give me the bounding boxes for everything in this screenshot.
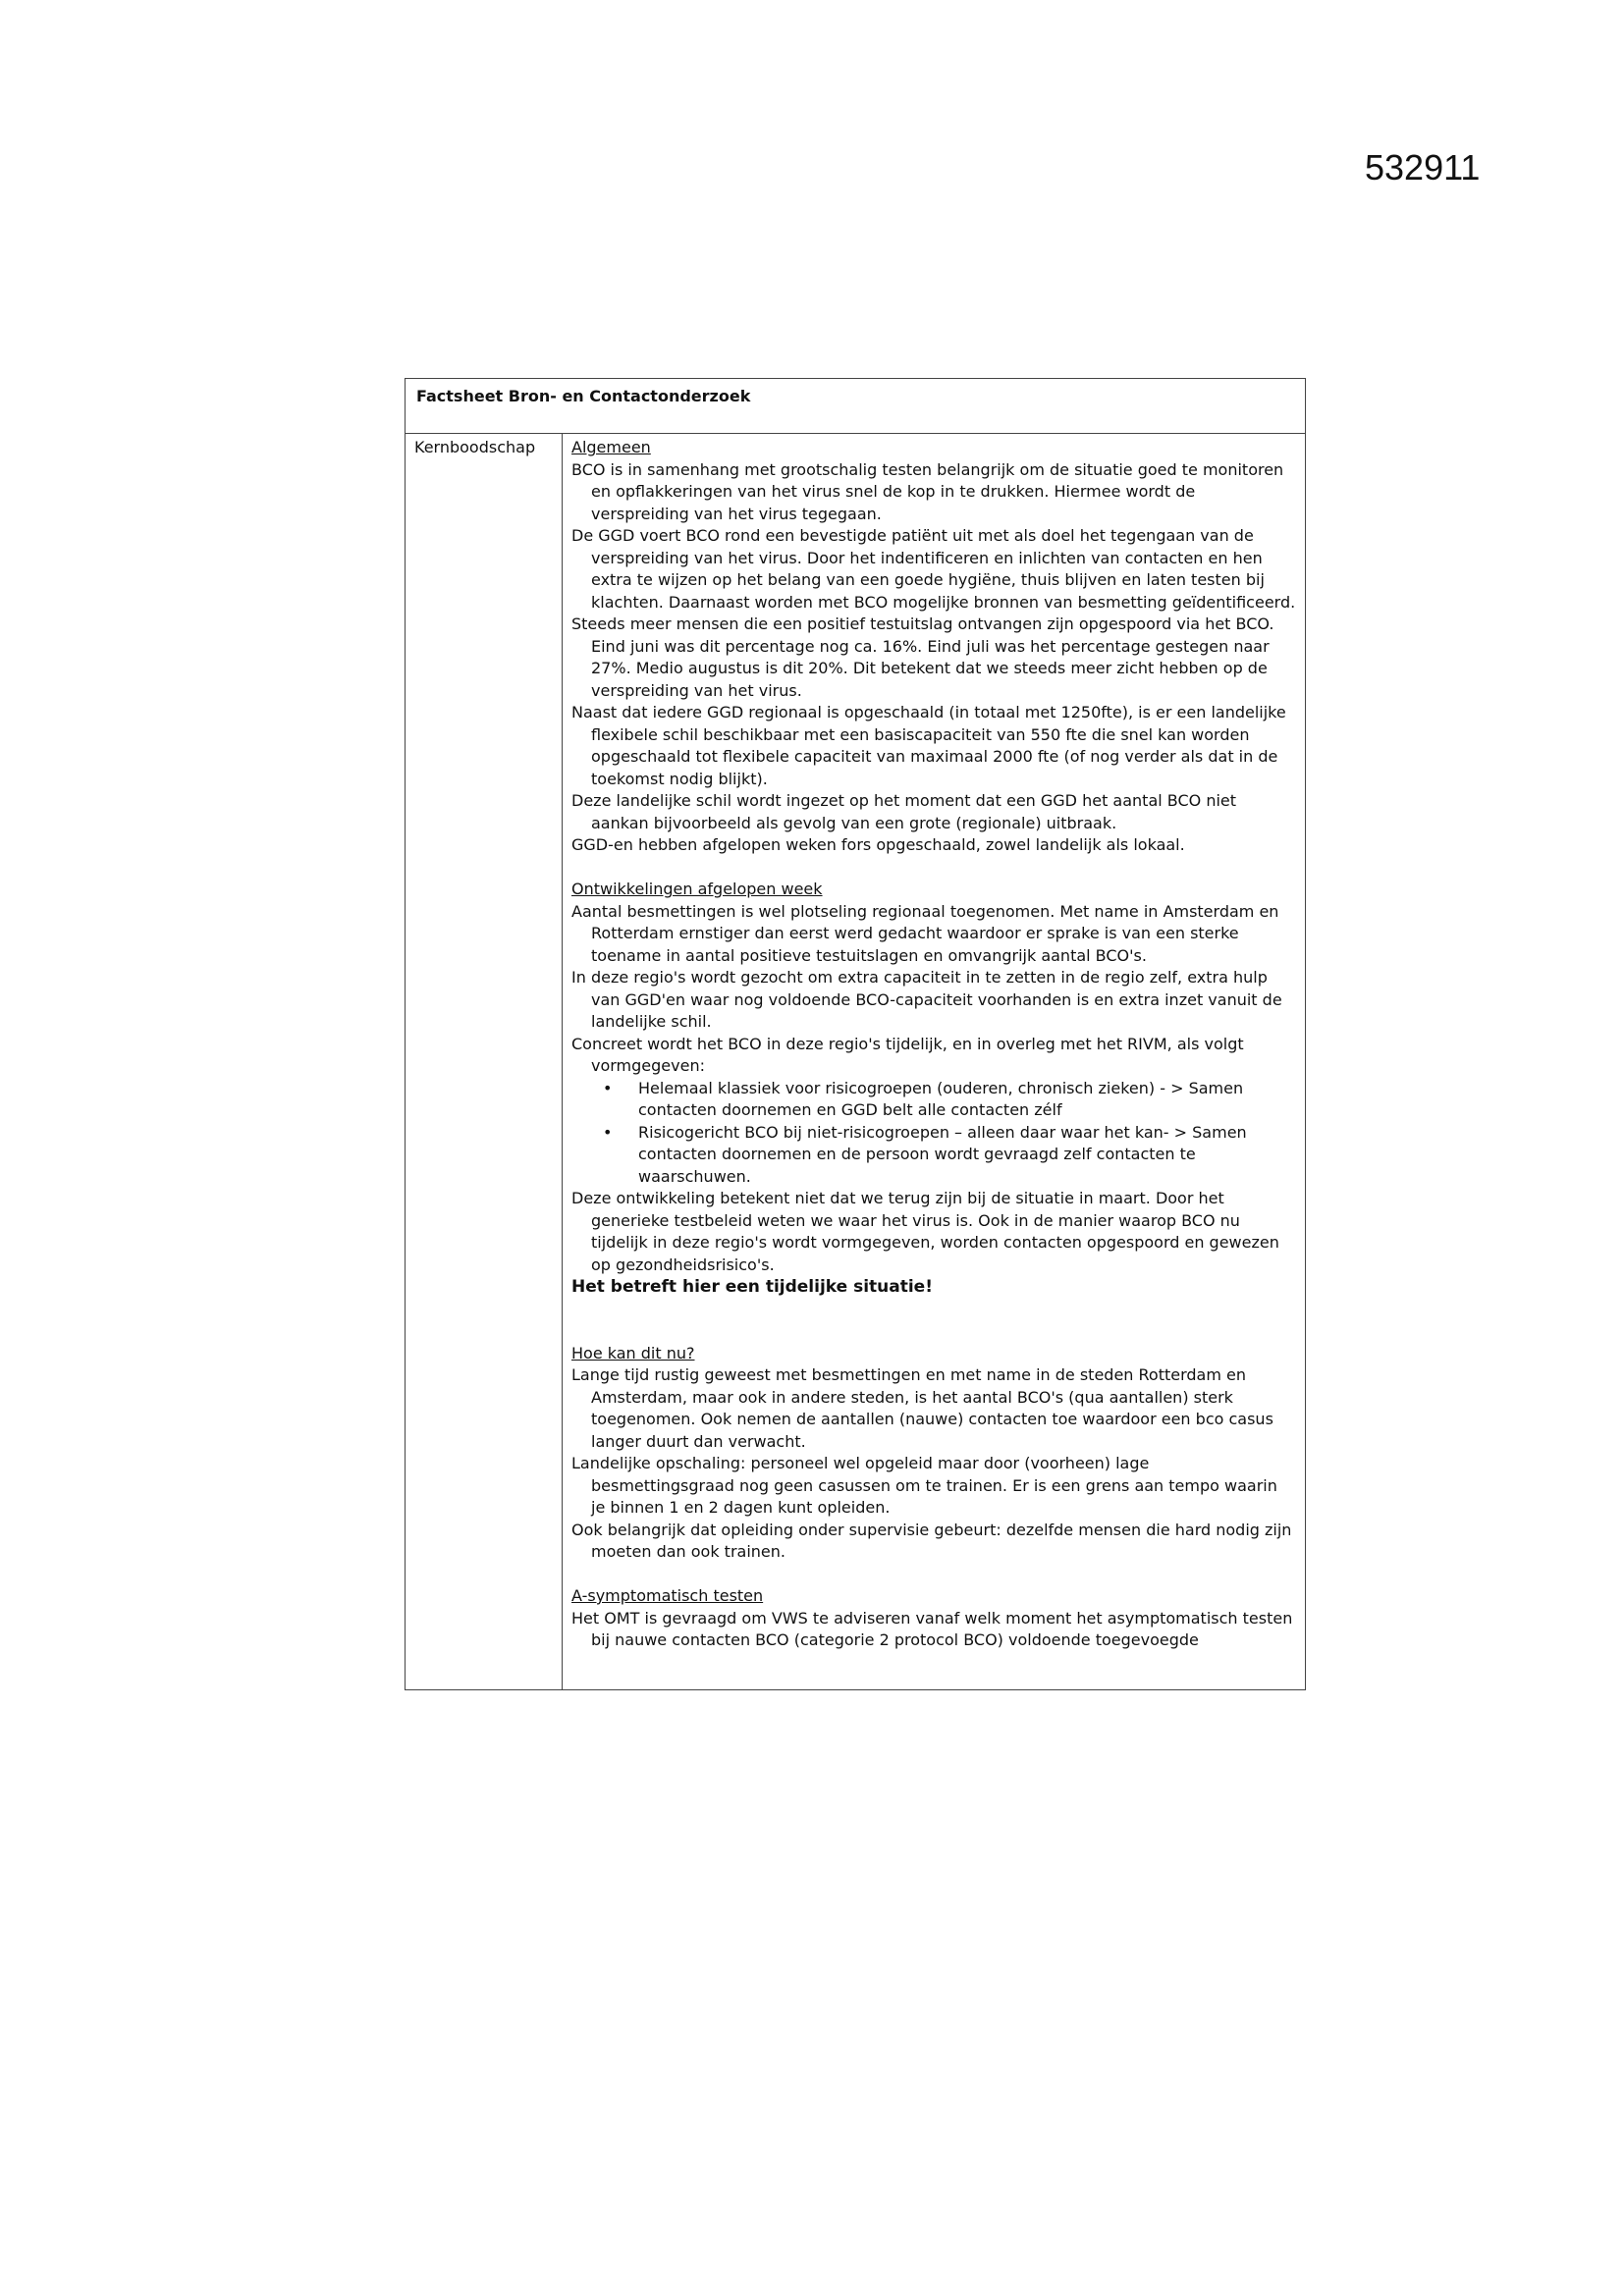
paragraph: Het OMT is gevraagd om VWS te adviseren vanaf welk moment het asymptomatisch testen bij nauwe contacten BCO (categorie 2 protocol BCO) voldoende toegevoegde [571,1608,1293,1649]
section-heading: A-symptomatisch testen [571,1586,764,1605]
spacer [571,1299,1296,1343]
section-heading: Hoe kan dit nu? [571,1343,695,1362]
paragraph: Landelijke opschaling: personeel wel opgeleid maar door (voorheen) lage besmettingsgraad nog geen casussen om te trainen. Er is een grens aan tempo waarin je binnen 1 en 2 dagen kunt opleiden. [571,1454,1277,1517]
paragraph: Lange tijd rustig geweest met besmettingen en met name in de steden Rotterdam en Amsterdam, maar ook in andere steden, is het aantal BCO's (qua aantallen) sterk toegenomen. Ook nemen de aantallen (nauwe) contacten toe waardoor een bco casus langer duurt dan verwacht. [571,1365,1273,1451]
paragraph: De GGD voert BCO rond een bevestigde patiënt uit met als doel het tegengaan van de verspreiding van het virus. Door het indentificeren en inlichten van contacten en hen extra te wijzen op het belang van een goede hygiëne, thuis blijven en laten testen bij klachten. Daarnaast worden met BCO mogelijke bronnen van besmetting geïdentificeerd. [571,526,1296,612]
spacer [571,857,1296,880]
spacer [571,1564,1296,1586]
paragraph: Concreet wordt het BCO in deze regio's tijdelijk, en in overleg met het RIVM, als volgt vormgegeven: [571,1034,1244,1075]
paragraph: In deze regio's wordt gezocht om extra capaciteit in te zetten in de regio zelf, extra hulp van GGD'en waar nog voldoende BCO-capaciteit voorhanden is en extra inzet vanuit de landelijke schil. [571,968,1282,1031]
factsheet-table [405,378,1306,1690]
paragraph: Steeds meer mensen die een positief testuitslag ontvangen zijn opgespoord via het BCO. Eind juni was dit percentage nog ca. 16%. Eind juli was het percentage gestegen naar 27%. Medio augustus is dit 20%. Dit betekent dat we steeds meer zicht hebben op de verspreiding van het virus. [571,614,1274,700]
page-number: 532911 [1365,147,1481,187]
row-label: Kernboodschap [406,434,563,1689]
factsheet-title: Factsheet Bron- en Contactonderzoek [406,379,1305,434]
paragraph: Aantal besmettingen is wel plotseling regionaal toegenomen. Met name in Amsterdam en Rotterdam ernstiger dan eerst werd gedacht waardoor er sprake is van een sterke toename in aantal positieve testuitslagen en omvangrijk aantal BCO's. [571,901,1279,965]
section-heading: Ontwikkelingen afgelopen week [571,880,823,898]
factsheet-row [406,434,1305,1689]
bullet-item: • Helemaal klassiek voor risicogroepen (ouderen, chronisch zieken) - > Samen contacten doornemen en GGD belt alle contacten zélf [571,1078,1296,1122]
bullet-item: • Risicogericht BCO bij niet-risicogroepen – alleen daar waar het kan- > Samen contacten doornemen en de persoon wordt gevraagd zelf contacten te waarschuwen. [571,1122,1296,1189]
paragraph: Deze ontwikkeling betekent niet dat we terug zijn bij de situatie in maart. Door het generieke testbeleid weten we waar het virus is. Ook in de manier waarop BCO nu tijdelijk in deze regio's wordt vormgegeven, worden contacten opgespoord en gewezen op gezondheidsrisico's. [571,1189,1279,1274]
paragraph: GGD-en hebben afgelopen weken fors opgeschaald, zowel landelijk als lokaal. [571,835,1185,854]
paragraph: BCO is in samenhang met grootschalig testen belangrijk om de situatie goed te monitoren en opflakkeringen van het virus snel de kop in te drukken. Hiermee wordt de verspreiding van het virus tegegaan. [571,459,1284,523]
paragraph: Ook belangrijk dat opleiding onder supervisie gebeurt: dezelfde mensen die hard nodig zijn moeten dan ook trainen. [571,1520,1292,1561]
emphasis-statement: Het betreft hier een tijdelijke situatie! [571,1277,933,1297]
bullet-list [571,1078,1296,1189]
paragraph: Naast dat iedere GGD regionaal is opgeschaald (in totaal met 1250fte), is er een landelijke flexibele schil beschikbaar met een basiscapaciteit van 550 fte die snel kan worden opgeschaald tot flexibele capaciteit van maximaal 2000 fte (of nog verder als dat in de toekomst nodig blijkt). [571,703,1286,788]
row-content [563,434,1305,1689]
section-heading: Algemeen [571,438,651,456]
paragraph: Deze landelijke schil wordt ingezet op het moment dat een GGD het aantal BCO niet aankan bijvoorbeeld als gevolg van een grote (regionale) uitbraak. [571,791,1237,832]
